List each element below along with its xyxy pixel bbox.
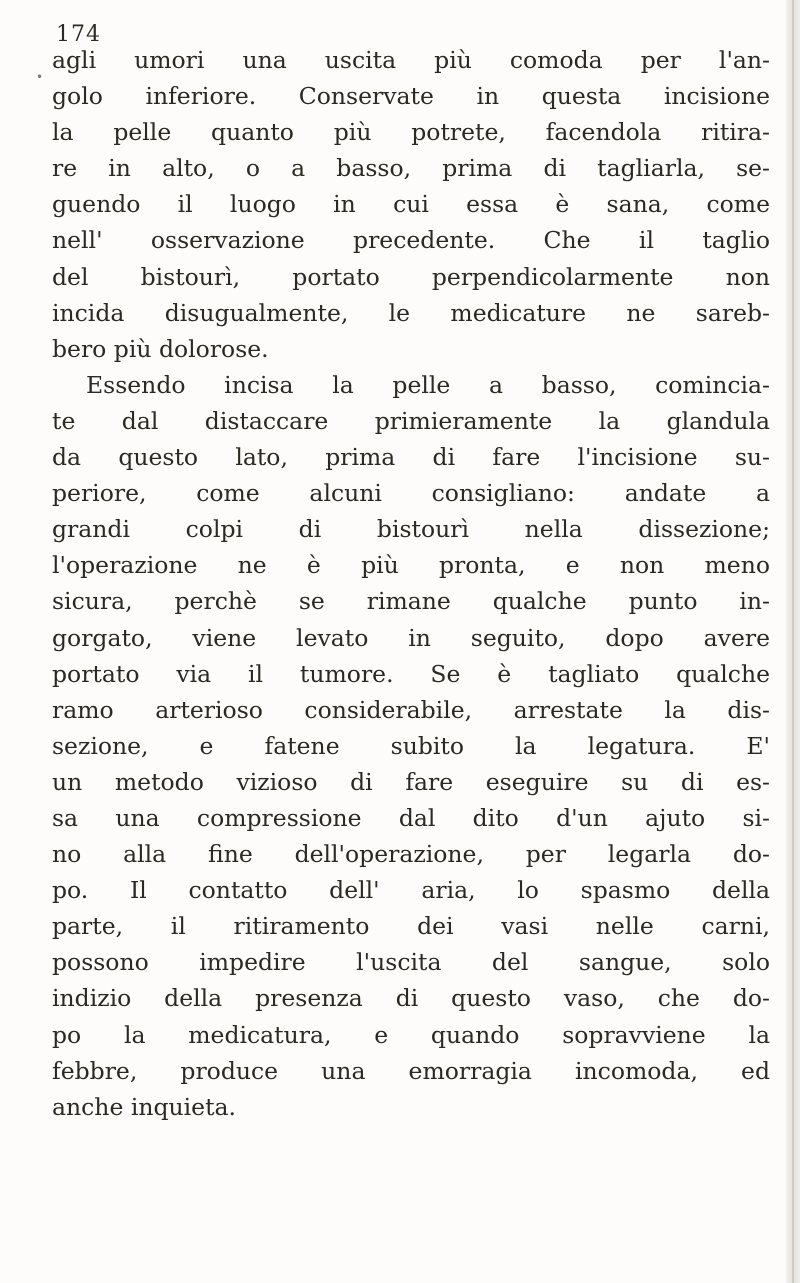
text-line: re in alto, o a basso, prima di tagliarla, se- — [52, 154, 770, 183]
text-line: ramo arterioso considerabile, arrestate la dis- — [52, 695, 770, 724]
text-line: la pelle quanto più potrete, facendola ritira- — [52, 118, 770, 147]
page-number: 174 — [56, 22, 101, 47]
text-line: periore, come alcuni consigliano: andate a — [52, 479, 770, 508]
text-line: guendo il luogo in cui essa è sana, come — [52, 190, 770, 219]
text-line: te dal distaccare primieramente la glandula — [52, 406, 770, 435]
text-line: possono impedire l'uscita del sangue, solo — [52, 948, 770, 977]
text-line: l'operazione ne è più pronta, e non meno — [52, 551, 770, 580]
text-line: del bistourì, portato perpendicolarmente non — [52, 262, 770, 291]
text-line: grandi colpi di bistourì nella dissezione; — [52, 515, 770, 544]
text-line: parte, il ritiramento dei vasi nelle carni, — [52, 912, 770, 941]
paragraph-start-line: Essendo incisa la pelle a basso, comincia- — [86, 370, 770, 399]
text-line: po la medicatura, e quando sopravviene la — [52, 1020, 770, 1049]
text-line: no alla fine dell'operazione, per legarla do- — [52, 840, 770, 869]
text-line: portato via il tumore. Se è tagliato qualche — [52, 659, 770, 688]
text-line: incida disugualmente, le medicature ne sareb- — [52, 298, 770, 327]
text-line: un metodo vizioso di fare eseguire su di es- — [52, 767, 770, 796]
text-line: indizio della presenza di questo vaso, che do- — [52, 984, 770, 1013]
text-line: sa una compressione dal dito d'un ajuto si- — [52, 803, 770, 832]
body-text — [52, 42, 770, 1125]
text-line: gorgato, viene levato in seguito, dopo avere — [52, 623, 770, 652]
text-line: sezione, e fatene subito la legatura. E' — [52, 731, 770, 760]
text-line: anche inquieta. — [52, 1092, 236, 1121]
text-line: po. Il contatto dell' aria, lo spasmo della — [52, 876, 770, 905]
text-line: sicura, perchè se rimane qualche punto in- — [52, 587, 770, 616]
text-line: bero più dolorose. — [52, 334, 269, 363]
text-line: nell' osservazione precedente. Che il taglio — [52, 226, 770, 255]
corner-mark: • — [36, 70, 44, 84]
page-edge — [786, 0, 800, 1283]
text-line: da questo lato, prima di fare l'incisione su- — [52, 443, 770, 472]
text-line: agli umori una uscita più comoda per l'an- — [52, 46, 770, 74]
text-line: febbre, produce una emorragia incomoda, ed — [52, 1056, 770, 1085]
text-line: golo inferiore. Conservate in questa incisione — [52, 82, 770, 111]
